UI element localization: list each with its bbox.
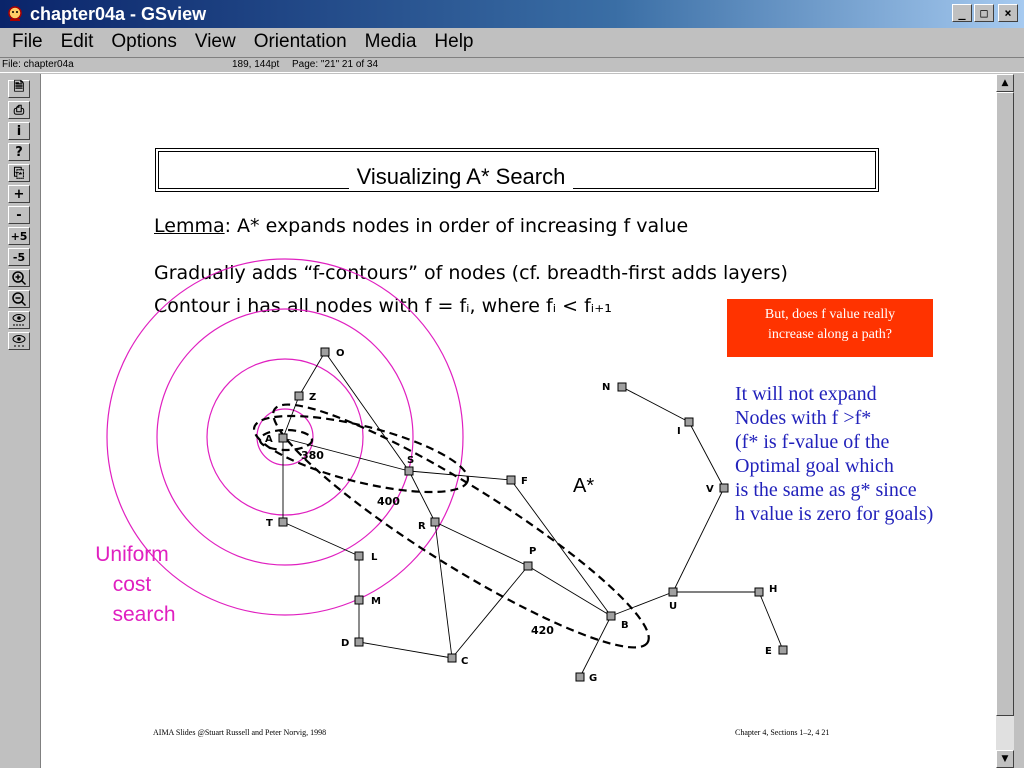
footer-right: Chapter 4, Sections 1–2, 4 21 [735,728,830,737]
explanation-line: h value is zero for goals) [735,503,934,525]
edge-P-C [452,566,528,658]
node-M [355,596,363,604]
menu-orientation[interactable]: Orientation [253,31,347,52]
window-title: chapter04a - GSview [30,3,207,24]
uniform-cost-label [77,540,187,630]
contour-definition-line: Contour i has all nodes with f = fᵢ, where fᵢ < fᵢ₊₁ [154,295,612,317]
edge-O-S [325,352,409,471]
node-B [607,612,615,620]
window-frame-right [1014,74,1024,768]
arrow-up-icon: ▲ [1001,78,1009,88]
node-H [755,588,763,596]
footer-left: AIMA Slides @Stuart Russell and Peter Norvig, 1998 [153,728,327,737]
print-button[interactable] [8,101,30,119]
node-S [405,467,413,475]
astar-label: A* [573,475,595,497]
status-bar [0,57,1024,73]
node-L [355,552,363,560]
edge-P-B [528,566,611,616]
node-label: H [769,584,778,595]
node-I [685,418,693,426]
node-label: A [265,434,273,445]
skip-forward-5-button[interactable] [8,227,30,245]
question-note-line-1: But, does f value really [764,307,896,322]
eye-icon [11,333,27,349]
node-label: P [529,546,537,557]
explanation-line: Nodes with f >f* [735,407,872,429]
skip-forward-5-icon: +5 [10,229,28,243]
zoom-in-icon [11,270,27,286]
question-note-line-2: increase along a path? [768,327,892,343]
prev-page-icon: - [16,207,22,223]
status-file: File: chapter04a [2,59,74,70]
node-label: T [266,518,273,529]
lemma-text: : A* expands nodes in order of increasing f value [224,215,689,237]
astar-contour-420 [253,375,669,676]
eye-text-icon [11,312,27,328]
explanation-line: (f* is f-value of the [735,431,890,453]
node-T [279,518,287,526]
edge-H-E [759,592,783,650]
menu-edit[interactable]: Edit [60,31,94,52]
node-F [507,476,515,484]
skip-back-5-button[interactable] [8,248,30,266]
edge-U-V [673,488,724,592]
node-R [431,518,439,526]
edge-R-P [435,522,528,566]
edge-I-N [622,387,689,422]
node-label: U [669,601,678,612]
edge-B-G [580,616,611,677]
zoom-in-button[interactable] [8,269,30,287]
node-U [669,588,677,596]
node-N [618,383,626,391]
scroll-thumb[interactable] [996,92,1014,716]
status-page: Page: "21" 21 of 34 [292,59,379,70]
node-G [576,673,584,681]
menu-options[interactable]: Options [111,31,177,52]
zoom-out-icon [11,291,27,307]
close-button[interactable]: × [998,4,1018,22]
node-label: S [407,455,415,466]
explanation-line: Optimal goal which [735,455,894,477]
lemma-word: Lemma [154,215,225,237]
node-label: N [602,382,611,393]
uniform-cost-line: Uniform [95,543,169,566]
node-label: M [371,596,381,607]
node-label: G [589,673,598,684]
info-button[interactable] [8,122,30,140]
print-icon: ⎙ [13,102,25,118]
node-label: L [371,552,378,563]
open-icon: 🗎 [13,80,25,95]
copy-icon: ⎘ [13,165,25,181]
edge-O-Z [299,352,325,396]
node-label: B [621,620,629,631]
toolbar [8,80,34,353]
copy-button[interactable] [8,164,30,182]
next-page-icon: + [13,186,25,202]
node-V [720,484,728,492]
explanation-line: is the same as g* since [735,479,917,501]
next-page-button[interactable] [8,185,30,203]
skip-back-5-icon: -5 [12,250,26,264]
edge-S-R [409,471,435,522]
node-C [448,654,456,662]
scroll-down-button[interactable] [996,750,1014,768]
contour-label-380: 380 [301,449,324,462]
node-label: Z [309,392,317,403]
edge-T-L [283,522,359,556]
node-A [279,434,287,442]
info-icon: i [16,123,22,139]
zoom-out-button[interactable] [8,290,30,308]
node-label: I [677,426,681,437]
scroll-up-button[interactable] [996,74,1014,92]
menu-bar [0,28,1024,56]
node-label: R [418,521,426,532]
uniform-cost-line: search [112,603,176,626]
vertical-scrollbar[interactable] [996,74,1014,768]
contour-label-400: 400 [377,495,400,508]
node-E [779,646,787,654]
help-icon: ? [15,144,23,160]
gsview-app-icon [6,5,24,23]
title-bar [0,0,1024,28]
minimize-button[interactable]: _ [952,4,972,22]
menu-media[interactable]: Media [364,31,417,52]
arrow-down-icon: ▼ [1001,754,1009,764]
open-button[interactable] [8,80,30,98]
document-view[interactable] [40,74,996,768]
node-O [321,348,329,356]
display-settings-button[interactable] [8,311,30,329]
search-graph-diagram [41,74,996,768]
node-label: V [706,484,714,495]
edge-Z-A [283,396,299,438]
prev-page-button[interactable] [8,206,30,224]
measure-button[interactable] [8,332,30,350]
edge-V-I [689,422,724,488]
contour-label-420: 420 [531,624,554,637]
node-label: E [765,646,772,657]
astar-contours [247,375,668,676]
node-Z [295,392,303,400]
node-labels [265,348,777,684]
edge-D-C [359,642,452,658]
status-coords: 189, 144pt [232,59,280,70]
menu-view[interactable]: View [194,31,236,52]
slide-title: Visualizing A* Search [349,164,574,189]
edge-F-B [511,480,611,616]
node-label: D [341,638,350,649]
node-label: F [521,476,528,487]
edge-R-C [435,522,452,658]
uniform-cost-line: cost [112,573,152,596]
menu-file[interactable]: File [12,31,43,52]
explanation-line: It will not expand [735,383,877,405]
help-button[interactable] [8,143,30,161]
maximize-button[interactable]: □ [974,4,994,22]
node-label: O [336,348,345,359]
node-D [355,638,363,646]
node-label: C [461,656,469,667]
menu-help[interactable]: Help [434,31,474,52]
node-P [524,562,532,570]
contour-line: Gradually adds “f-contours” of nodes (cf. breadth-first adds layers) [154,262,788,284]
